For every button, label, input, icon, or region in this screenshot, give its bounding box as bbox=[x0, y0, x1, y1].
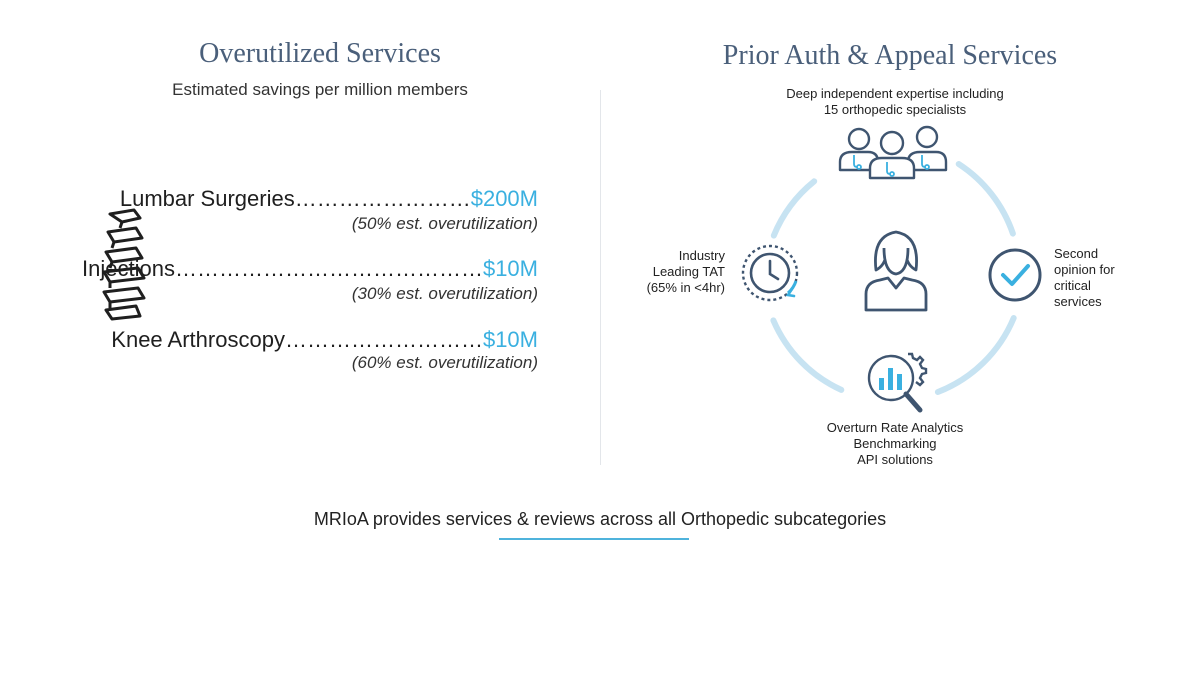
right-title: Prior Auth & Appeal Services bbox=[722, 40, 1058, 71]
row-value: $10M bbox=[482, 256, 538, 281]
caption-line: opinion for bbox=[1054, 262, 1115, 277]
caption-line: Benchmarking bbox=[853, 436, 937, 451]
caption-left bbox=[610, 248, 725, 296]
analytics-icon bbox=[864, 346, 928, 414]
row-label: Knee Arthroscopy bbox=[111, 327, 285, 352]
caption-line: Deep independent expertise including bbox=[786, 86, 1004, 101]
person-icon bbox=[862, 226, 930, 312]
caption-line: 15 orthopedic specialists bbox=[823, 102, 967, 117]
caption-top bbox=[740, 86, 1050, 118]
caption-line: Leading TAT bbox=[652, 264, 725, 279]
checkmark-icon bbox=[988, 248, 1042, 302]
row-note: (60% est. overutilization) bbox=[351, 353, 538, 372]
row-value: $10M bbox=[482, 327, 538, 352]
caption-line: critical bbox=[1054, 278, 1091, 293]
caption-bottom bbox=[780, 420, 1010, 468]
row-leader: …………………… bbox=[294, 186, 471, 211]
row-label: Injections bbox=[82, 256, 175, 281]
caption-line: Industry bbox=[678, 248, 725, 263]
row-note: (30% est. overutilization) bbox=[351, 284, 538, 303]
left-title: Overutilized Services bbox=[199, 38, 441, 69]
doctors-icon bbox=[836, 122, 950, 180]
caption-line: (65% in <4hr) bbox=[646, 280, 725, 295]
row-leader: ……………………… bbox=[284, 327, 483, 352]
footer-underline bbox=[499, 538, 689, 540]
row-value: $200M bbox=[470, 186, 538, 211]
row-label: Lumbar Surgeries bbox=[119, 186, 295, 211]
footer-text: MRIoA provides services & reviews across all Orthopedic subcategories bbox=[313, 509, 887, 529]
caption-right bbox=[1054, 246, 1154, 310]
clock-icon bbox=[738, 243, 802, 303]
caption-line: Second bbox=[1054, 246, 1099, 261]
caption-line: Overturn Rate Analytics bbox=[826, 420, 964, 435]
row-note: (50% est. overutilization) bbox=[351, 214, 538, 233]
left-subtitle: Estimated savings per million members bbox=[172, 80, 468, 99]
row-leader: …………………………………… bbox=[174, 256, 483, 281]
caption-line: services bbox=[1054, 294, 1102, 309]
caption-line: API solutions bbox=[857, 452, 933, 467]
